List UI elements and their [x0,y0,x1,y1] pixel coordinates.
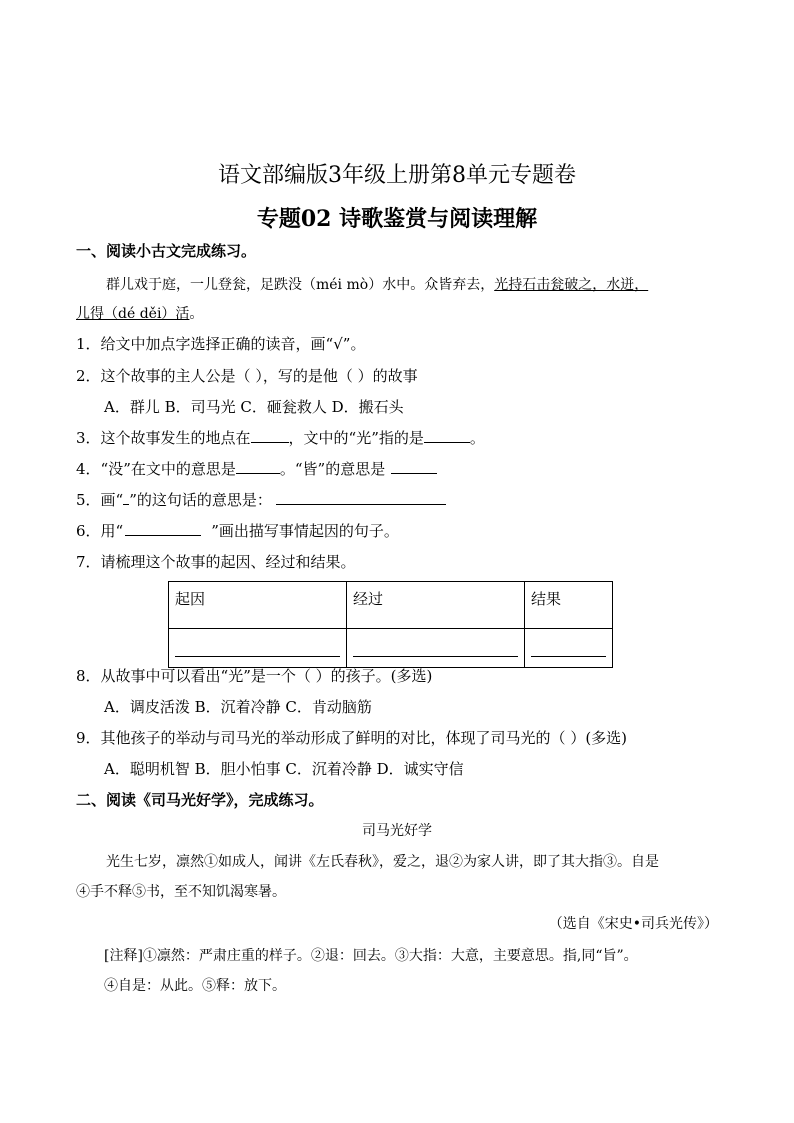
question-8-options: A．调皮活泼 B．沉着冷静 C．肯动脑筋 [104,698,372,716]
table-cell-cause[interactable] [169,629,347,668]
question-7: 7．请梳理这个故事的起因、经过和结果。 [76,553,356,571]
question-9-options: A．聪明机智 B．胆小怕事 C．沉着冷静 D．诚实守信 [104,760,464,778]
answer-blank[interactable] [175,640,340,657]
passage1-underlined-sentence: 光持石击瓮破之，水迸， [494,277,649,293]
question-6-text-a: 6．用“ [76,522,124,540]
passage2-source: （选自《宋史•司兵光传》） [548,916,718,932]
question-3-text-b: ，文中的“光”指的是 [288,429,424,447]
answer-blank[interactable] [276,490,446,505]
question-5 [76,489,446,510]
notes-line2: ④自是：从此。⑤释：放下。 [104,978,286,994]
passage1-underlined-end: 儿得（dé děi）活 [76,306,190,322]
question-8: 8．从故事中可以看出“光”是一个（ ）的孩子。(多选) [76,667,433,685]
table-cell-process[interactable] [347,629,525,668]
question-4-text-a: 4．“没”在文中的意思是 [76,460,236,478]
underline-mark [125,521,201,536]
passage1-line2 [76,303,203,323]
passage2-title: 司马光好学 [362,823,432,839]
section1-heading: 一、阅读小古文完成练习。 [76,242,257,260]
answer-blank[interactable] [251,428,289,443]
table-cell-result[interactable] [525,629,613,668]
page-subtitle: 专题02 诗歌鉴赏与阅读理解 [256,206,538,232]
passage1-line1 [106,274,648,294]
page-title: 语文部编版3年级上册第8单元专题卷 [218,163,576,188]
passage2-line1: 光生七岁，凛然①如成人，闻讲《左氏春秋》，爱之，退②为家人讲，即了其大指③。自是 [106,854,659,870]
question-2: 2．这个故事的主人公是（ ），写的是他（ ）的故事 [76,367,418,385]
answer-blank[interactable] [424,428,470,443]
passage1-line1-text: 群儿戏于庭，一儿登瓮，足跌没（méi mò）水中。众皆弃去， [106,277,495,293]
question-4-text-b: 。“皆”的意思是 [279,460,386,478]
answer-blank[interactable] [531,640,606,657]
story-table [168,581,613,668]
answer-blank[interactable] [353,640,518,657]
answer-blank[interactable] [391,459,437,474]
question-3-text-c: 。 [469,429,485,447]
question-9: 9．其他孩子的举动与司马光的举动形成了鲜明的对比，体现了司马光的（ ）(多选) [76,729,628,747]
question-5-text-b: ”的这句话的意思是： [129,491,272,509]
answer-blank[interactable] [236,459,280,474]
notes-line1: [注释]①凛然：严肃庄重的样子。②退：回去。③大指：大意，主要意思。指,同“旨”。 [104,948,638,964]
question-1: 1．给文中加点字选择正确的读音，画“√”。 [76,335,366,353]
question-2-options: A．群儿 B．司马光 C．砸瓮救人 D．搬石头 [104,398,404,416]
table-header-cause: 起因 [169,582,347,629]
passage2-line2: ④手不释⑤书，至不知饥渴寒暑。 [76,884,286,900]
question-3-text-a: 3．这个故事发生的地点在 [76,429,251,447]
question-6 [76,520,399,541]
question-5-text-a: 5．画“ [76,491,124,509]
question-4 [76,458,437,479]
table-header-process: 经过 [347,582,525,629]
table-header-result: 结果 [525,582,613,629]
passage1-line2-end: 。 [189,306,204,322]
question-3 [76,427,485,448]
question-6-text-b: ”画出描写事情起因的句子。 [211,522,399,540]
section2-heading: 二、阅读《司马光好学》，完成练习。 [76,791,324,809]
